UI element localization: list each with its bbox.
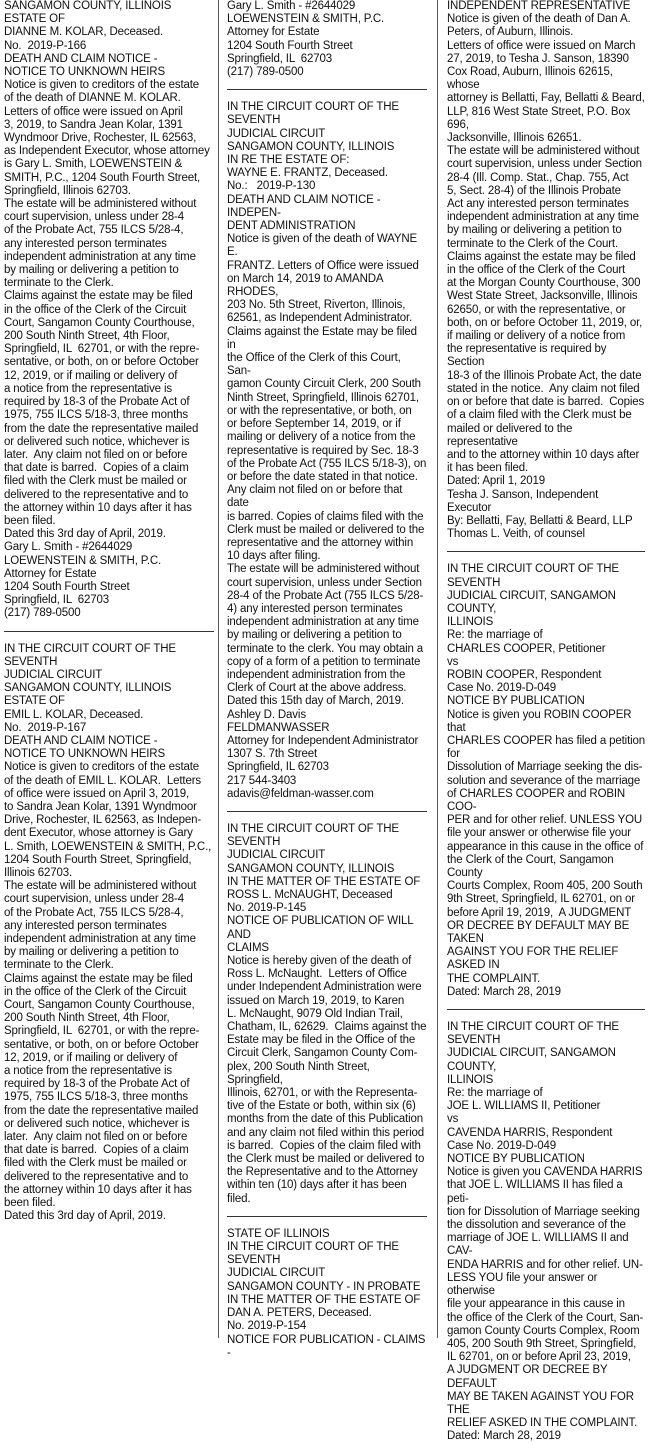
notice-line: Circuit Clerk, Sangamon County Com- (227, 1047, 418, 1060)
notice-line: RELIEF ASKED IN THE COMPLAINT. (447, 1417, 638, 1430)
notice-line: FRANTZ. Letters of Office were issued (227, 259, 419, 272)
notice-line: Dated this 3rd day of April, 2019. (4, 528, 166, 541)
notice-line: IN RE THE ESTATE OF: (227, 154, 350, 167)
notice-separator (447, 1009, 645, 1010)
notice-line: independent administration at any time (227, 616, 419, 629)
notice-line: Dissolution of Marriage seeking the dis- (447, 761, 643, 774)
notice-line: Ross L. McNaught. Letters of Office (227, 968, 407, 981)
notice-line: 1204 South Fourth Street, Springfield, (4, 853, 192, 866)
notice-line: Cox Road, Auburn, Illinois 62615, whose (447, 66, 616, 92)
notice-line: Ashley D. Davis (227, 708, 306, 721)
notice-line: terminate to the clerk. You may obtain a (227, 642, 424, 655)
notice-line: LOEWENSTEIN & SMITH, P.C. (4, 554, 162, 567)
notice-line: JUDICIAL CIRCUIT, SANGAMON COUNTY, (447, 589, 619, 615)
notice-line: by mailing or delivering a petition to (4, 264, 179, 277)
notice-line: to Sandra Jean Kolar, 1391 Wyndmoor (4, 800, 197, 813)
notice-line: IL 62701, on or before April 23, 2019, (447, 1351, 631, 1364)
notice-line: Attorney for Independent Administrator (227, 734, 419, 747)
notice-line: that date is barred. Copies of a claim (4, 462, 189, 475)
notice-line: NOTICE FOR PUBLICATION - CLAIMS - (227, 1333, 429, 1359)
notice-line: ESTATE OF (4, 13, 65, 26)
notice-line: 62561, as Independent Administrator. (227, 312, 413, 325)
notice-line: Notice is hereby given of the death of (227, 955, 412, 968)
legal-notice (447, 1021, 645, 1444)
column-1 (4, 0, 214, 1338)
notice-line: terminate to the Clerk. (4, 277, 114, 290)
notice-line: sentative, or both, on or before October (4, 1038, 199, 1051)
notice-line: tive of the Estate or both, within six (6) (227, 1100, 416, 1113)
notice-line: Jacksonville, Illinois 62651. (447, 132, 582, 145)
notice-line: a notice from the representative is (4, 382, 172, 395)
notice-line: 10 days after filing. (227, 550, 321, 563)
notice-line: AGAINST YOU FOR THE RELIEF ASKED IN (447, 946, 621, 972)
notice-line: ILLINOIS (447, 616, 494, 629)
notice-line: court supervision, unless under Section (227, 576, 422, 589)
notice-line: ESTATE OF (4, 695, 65, 708)
notice-line: issued on March 19, 2019, to Karen (227, 994, 405, 1007)
notice-line: WAYNE E. FRANTZ, Deceased. (227, 167, 388, 180)
notice-line: later. Any claim not filed on or before (4, 1131, 188, 1144)
notice-line: Notice is given you ROBIN COOPER that (447, 708, 635, 734)
notice-line: LESS YOU file your answer or otherwise (447, 1271, 601, 1298)
legal-notice (227, 0, 427, 79)
notice-line: ROBIN COOPER, Respondent (447, 668, 602, 681)
notice-line: JOE L. WILLIAMS II, Petitioner (447, 1100, 601, 1113)
notice-line: THE COMPLAINT. (447, 972, 541, 985)
notice-line: Gary L. Smith - #2644029 (227, 0, 356, 12)
notice-line: Gary L. Smith - #2644029 (4, 541, 133, 554)
notice-line: CLAIMS (227, 941, 269, 954)
legal-notice (4, 643, 214, 1224)
notice-line: Case No. 2019-D-049 (447, 682, 557, 695)
notice-line: DEATH AND CLAIM NOTICE - (4, 52, 158, 65)
notice-line: filed with the Clerk must be mailed or (4, 475, 187, 488)
notice-line: or before the date stated in that notice. (227, 470, 418, 483)
notice-line: in the office of the Clerk of the Circuit (4, 303, 187, 316)
notice-line: that JOE L. WILLIAMS II has filed a peti- (447, 1179, 626, 1205)
notice-line: FELDMANWASSER (227, 721, 330, 734)
notice-line: OR DECREE BY DEFAULT MAY BE TAKEN (447, 919, 632, 946)
notice-line: IN THE MATTER OF THE ESTATE OF (227, 875, 421, 888)
notice-line: SANGAMON COUNTY, ILLINOIS (227, 140, 395, 153)
notice-line: L. Smith, LOEWENSTEIN & SMITH, P.C., (4, 840, 212, 853)
notice-line: DAN A. PETERS, Deceased. (227, 1307, 372, 1320)
notice-line: JUDICIAL CIRCUIT (227, 127, 326, 140)
notice-line: Ninth Street, Springfield, Illinois 62701, (227, 391, 419, 404)
notice-line: copy of a form of a petition to terminate (227, 655, 421, 668)
notice-line: Courts Complex, Room 405, 200 South (447, 880, 643, 893)
notice-line: Re: the marriage of (447, 629, 543, 642)
notice-line: mailed or delivered to the representative (447, 422, 576, 448)
notice-line: 200 South Ninth Street, 4th Floor, (4, 330, 170, 343)
notice-line: of the death of EMIL L. KOLAR. Letters (4, 774, 202, 787)
notice-line: on or before that date is barred. Copies (447, 396, 645, 409)
notice-line: Springfield, Illinois 62703. (4, 184, 131, 197)
notice-line: SANGAMON COUNTY - IN PROBATE (227, 1280, 421, 1293)
notice-line: ILLINOIS (447, 1073, 494, 1086)
column-divider-2 (437, 0, 438, 1338)
notice-line: Case No. 2019-D-049 (447, 1139, 557, 1152)
notice-line: Estate may be filed in the Office of the (227, 1034, 416, 1047)
notice-line: dent Executor, whose attorney is Gary (4, 827, 193, 840)
notice-line: 203 No. 5th Street, Riverton, Illinois, (227, 299, 406, 312)
notice-line: STATE OF ILLINOIS (227, 1227, 330, 1240)
notice-line: JUDICIAL CIRCUIT (4, 668, 103, 681)
notice-line: in the office of the Clerk of the Court (447, 264, 626, 277)
notice-line: JUDICIAL CIRCUIT (227, 849, 326, 862)
notice-line: of office were issued on April 3, 2019, (4, 787, 190, 800)
notice-line: PER and for other relief. UNLESS YOU (447, 814, 643, 827)
notice-line: both, on or before October 11, 2019, or, (447, 316, 643, 329)
legal-notice (447, 563, 649, 999)
notice-line: Peters, of Auburn, Illinois. (447, 26, 574, 39)
notice-line: 1204 South Fourth Street (4, 580, 130, 593)
notice-line: representative and the attorney within (227, 536, 414, 549)
notice-line: Springfield, IL 62701, or with the repre- (4, 343, 200, 356)
notice-line: stated in the notice. Any claim not filed (447, 382, 640, 395)
notice-line: and to the attorney within 10 days after (447, 448, 640, 461)
notice-line: it has been filed. (447, 462, 529, 475)
notice-line: any interested person terminates (4, 919, 167, 932)
notice-line: CHARLES COOPER has filed a petition for (447, 734, 649, 761)
notice-separator (4, 631, 214, 632)
notice-line: 28-4 of the Probate Act (755 ILCS 5/28- (227, 589, 424, 602)
notice-line: from the date the representative mailed (4, 1104, 199, 1117)
notice-line: SANGAMON COUNTY, ILLINOIS (4, 0, 172, 12)
legal-notice (447, 0, 645, 541)
notice-line: Letters of office were issued on April (4, 105, 183, 118)
notice-line: (217) 789-0500 (4, 607, 81, 620)
notice-line: DENT ADMINISTRATION (227, 220, 356, 233)
notice-line: IN THE CIRCUIT COURT OF THE SEVENTH (447, 1021, 622, 1047)
notice-line: filed with the Clerk must be mailed or (4, 1157, 187, 1170)
notice-line: IN THE MATTER OF THE ESTATE OF (227, 1293, 421, 1306)
notice-line: 1204 South Fourth Street (227, 39, 353, 52)
notice-line: under Independent Administration were (227, 981, 422, 994)
notice-line: ROSS L. McNAUGHT, Deceased (227, 889, 393, 901)
notice-line: the attorney within 10 days after it has (4, 1183, 192, 1196)
notice-line: Attorney for Estate (227, 26, 320, 39)
notice-line: later. Any claim not filed on or before (4, 448, 188, 461)
notice-line: No. 2019-P-154 (227, 1320, 307, 1333)
notice-line: is barred. Copies of claims filed with the (227, 510, 424, 523)
notice-line: (217) 789-0500 (227, 66, 304, 79)
notice-line: solution and severance of the marriage (447, 774, 641, 787)
notice-line: terminate to the Clerk of the Court. (447, 237, 619, 250)
notice-line: IN THE CIRCUIT COURT OF THE SEVENTH (4, 642, 179, 668)
notice-line: 12, 2019, or if mailing or delivery of (4, 1051, 178, 1064)
notice-line: is Gary L. Smith, LOEWENSTEIN & (4, 158, 183, 171)
notice-line: Claims against the Estate may be filed in (227, 325, 420, 351)
notice-line: attorney is Bellatti, Fay, Bellatti & Beard, (447, 92, 645, 105)
notice-line: independent administration from the (227, 668, 406, 681)
notice-line: required by 18-3 of the Probate Act of (4, 1078, 190, 1091)
notice-line: the Clerk must be mailed or delivered to (227, 1153, 425, 1166)
notice-line: Dated this 3rd day of April, 2019. (4, 1210, 166, 1223)
notice-line: 1307 S. 7th Street (227, 748, 318, 761)
notice-line: INDEPENDENT REPRESENTATIVE (447, 0, 631, 12)
notice-line: 1975, 755 ILCS 5/18-3, three months (4, 1091, 188, 1104)
legal-notice (4, 0, 214, 621)
notice-line: IN THE CIRCUIT COURT OF THE SEVENTH (227, 1241, 402, 1267)
notice-line: JUDICIAL CIRCUIT (227, 1267, 326, 1280)
notice-line: 405, 200 South 9th Street, Springfield, (447, 1337, 637, 1350)
notice-line: tion for Dissolution of Marriage seeking (447, 1205, 640, 1218)
notice-line: No. 2019-P-167 (4, 721, 87, 734)
notice-line: The estate will be administered without (4, 880, 197, 893)
notice-line: 28-4 (Ill. Comp. Stat., Chap. 755, Act (447, 171, 629, 184)
notice-line: by mailing or delivering a petition to (4, 946, 179, 959)
notice-line: By: Bellatti, Fay, Bellatti & Beard, LLP (447, 514, 633, 527)
notice-line: Re: the marriage of (447, 1087, 543, 1100)
notice-line: gamon County Circuit Clerk, 200 South (227, 378, 421, 391)
notice-line: Thomas L. Veith, of counsel (447, 528, 585, 541)
notice-line: Notice is given of the death of WAYNE E. (227, 233, 421, 259)
notice-line: CHARLES COOPER, Petitioner (447, 642, 606, 655)
notice-line: court supervision, unless under 28-4 (4, 211, 184, 224)
column-divider-1 (218, 0, 219, 1338)
notice-line: Notice is given you CAVENDA HARRIS (447, 1166, 643, 1179)
notice-line: Dated: April 1, 2019 (447, 475, 546, 488)
notice-line: Illinois, 62701, or with the Representa- (227, 1087, 418, 1100)
notice-line: by mailing or delivering a petition to (227, 629, 402, 642)
notice-line: vs (447, 1113, 459, 1126)
notice-line: been filed. (4, 514, 56, 527)
notice-line: 4) any interested person terminates (227, 602, 403, 615)
notice-line: independent administration at any time (4, 250, 196, 263)
notice-line: vs (447, 655, 459, 668)
notice-line: IN THE CIRCUIT COURT OF THE SEVENTH (227, 822, 402, 849)
notice-line: if mailing or delivery of a notice from (447, 330, 626, 343)
notice-line: Notice is given to creditors of the estate (4, 79, 200, 92)
notice-line: court supervision, unless under 28-4 (4, 893, 184, 906)
notice-line: DEATH AND CLAIM NOTICE - INDEPEN- (227, 193, 384, 219)
notice-line: mailing or delivery of a notice from the (227, 431, 416, 444)
notice-line: marriage of JOE L. WILLIAMS II and CAV- (447, 1232, 632, 1258)
notice-line: NOTICE TO UNKNOWN HEIRS (4, 66, 165, 79)
notice-line: the office of the Clerk of the Court, San- (447, 1311, 644, 1324)
notice-line: of the Probate Act (755 ILCS 5/18-3), on (227, 457, 427, 470)
notice-line: The estate will be administered without (447, 145, 640, 158)
notice-line: sentative, or both, on or before October (4, 356, 199, 369)
notice-line: NOTICE BY PUBLICATION (447, 695, 585, 708)
legal-notice (227, 1228, 427, 1360)
notice-line: SMITH, P.C., 1204 South Fourth Street, (4, 171, 201, 184)
notice-line: adavis@feldman-wasser.com (227, 787, 374, 800)
notice-line: that date is barred. Copies of a claim (4, 1144, 189, 1157)
notice-line: No. 2019-P-166 (4, 39, 87, 52)
notice-line: 27, 2019, to Tesha J. Sanson, 18390 (447, 52, 629, 65)
notice-line: Dated this 15th day of March, 2019. (227, 695, 404, 708)
notice-line: Clerk of Court at the above address. (227, 682, 407, 695)
notice-line: months from the date of this Publication (227, 1113, 423, 1126)
notice-line: Claims against the estate may be filed (4, 290, 193, 303)
notice-line: IN THE CIRCUIT COURT OF THE SEVENTH (227, 101, 402, 127)
notice-line: The estate will be administered without (227, 563, 420, 576)
notice-line: Notice is given of the death of Dan A. (447, 13, 631, 26)
notice-line: delivered to the representative and to (4, 488, 189, 501)
notice-line: Any claim not filed on or before that date (227, 484, 406, 510)
notice-line: NOTICE TO UNKNOWN HEIRS (4, 748, 165, 761)
notice-line: Court, Sangamon County Courthouse, (4, 316, 195, 329)
notice-line: LOEWENSTEIN & SMITH, P.C. (227, 13, 385, 26)
notice-line: DEATH AND CLAIM NOTICE - (4, 734, 158, 747)
notice-line: CAVENDA HARRIS, Respondent (447, 1126, 613, 1139)
legal-notice (227, 823, 427, 1206)
notice-line: of the Probate Act, 755 ILCS 5/28-4, (4, 906, 184, 919)
notice-line: Notice is given to creditors of the estate (4, 761, 200, 774)
notice-line: in the office of the Clerk of the Circuit (4, 985, 187, 998)
notice-line: IN THE CIRCUIT COURT OF THE SEVENTH (447, 563, 622, 589)
notice-line: the attorney within 10 days after it has (4, 501, 192, 514)
notice-line: appearance in this cause in the office of (447, 840, 644, 853)
notice-line: been filed. (4, 1197, 56, 1210)
notice-line: terminate to the Clerk. (4, 959, 114, 972)
notice-line: 18-3 of the Illinois Probate Act, the date (447, 369, 642, 382)
notice-line: A JUDGMENT OR DECREE BY DEFAULT (447, 1364, 611, 1390)
notice-line: Claims against the estate may be filed (447, 250, 636, 263)
notice-line: MAY BE TAKEN AGAINST YOU FOR THE (447, 1390, 637, 1416)
notice-line: the Office of the Clerk of this Court, San- (227, 352, 404, 378)
notice-line: The estate will be administered without (4, 198, 197, 211)
notice-line: Tesha J. Sanson, Independent Executor (447, 488, 602, 514)
notice-line: SANGAMON COUNTY, ILLINOIS (227, 862, 395, 875)
notice-line: any interested person terminates (4, 237, 167, 250)
notice-line: Illinois 62703. (4, 867, 73, 879)
notice-line: court supervision, unless under Section (447, 158, 642, 171)
notice-line: Drive, Rochester, IL 62563, as Indepen- (4, 814, 202, 827)
notice-line: or delivered such notice, whichever is (4, 1117, 190, 1130)
notice-line: 217 544-3403 (227, 774, 297, 787)
notice-line: plex, 200 South Ninth Street, Springfield, (227, 1060, 373, 1086)
notice-line: Dated: March 28, 2019 (447, 1430, 561, 1443)
notice-line: a notice from the representative is (4, 1065, 172, 1078)
notice-separator (447, 551, 645, 552)
notice-line: as Independent Executor, whose attorney (4, 145, 210, 158)
notice-line: by mailing or delivering a petition to (447, 224, 622, 237)
notice-line: Dated: March 28, 2019 (447, 985, 561, 998)
notice-line: West State Street, Jacksonville, Illinois (447, 290, 638, 303)
notice-line: Chatham, IL, 62629. Claims against the (227, 1021, 427, 1034)
notice-line: NOTICE BY PUBLICATION (447, 1153, 585, 1166)
notice-line: JUDICIAL CIRCUIT, SANGAMON COUNTY, (447, 1047, 619, 1073)
notice-line: within ten (10) days after it has been (227, 1179, 407, 1192)
notice-line: required by 18-3 of the Probate Act of (4, 396, 190, 409)
notice-line: Court, Sangamon County Courthouse, (4, 999, 195, 1012)
notice-line: independent administration at any time (4, 933, 196, 946)
notice-line: filed. (227, 1192, 251, 1205)
notice-line: 3, 2019, to Sandra Jean Kolar, 1391 (4, 118, 183, 131)
notice-line: DIANNE M. KOLAR, Deceased. (4, 26, 164, 39)
notice-line: No.: 2019-P-130 (227, 180, 316, 193)
notice-line: Wyndmoor Drive, Rochester, IL 62563, (4, 132, 197, 145)
notice-line: of the death of DIANNE M. KOLAR. (4, 92, 181, 105)
notice-line: SANGAMON COUNTY, ILLINOIS (4, 682, 172, 695)
notice-line: at the Morgan County Courthouse, 300 (447, 277, 641, 290)
notice-line: Springfield, IL 62703 (227, 761, 329, 774)
notice-line: EMIL L. KOLAR, Deceased. (4, 708, 144, 721)
notice-line: or with the representative, or both, on (227, 404, 412, 417)
notice-line: Act any interested person terminates (447, 198, 629, 211)
notice-line: and any claim not filed within this period (227, 1126, 424, 1139)
notice-line: independent administration at any time (447, 211, 639, 224)
notice-line: of CHARLES COOPER and ROBIN COO- (447, 787, 629, 813)
notice-line: the Clerk of the Court, Sangamon County (447, 853, 617, 879)
notice-line: NOTICE OF PUBLICATION OF WILL AND (227, 915, 416, 941)
notice-line: file your answer or otherwise file your (447, 827, 631, 840)
notice-line: or before September 14, 2019, or if (227, 418, 401, 431)
notice-line: Attorney for Estate (4, 567, 97, 580)
notice-line: No. 2019-P-145 (227, 902, 307, 915)
notice-line: Springfield, IL 62701, or with the repre- (4, 1025, 200, 1038)
notice-line: 200 South Ninth Street, 4th Floor, (4, 1012, 170, 1025)
notice-line: 9th Street, Springfield, IL 62701, on or (447, 893, 635, 906)
notice-line: on March 14, 2019 to AMANDA RHODES, (227, 272, 386, 299)
notice-line: of the Probate Act, 755 ILCS 5/28-4, (4, 224, 184, 237)
notice-line: ENDA HARRIS and for other relief. UN- (447, 1258, 643, 1271)
notice-line: file your appearance in this cause in (447, 1298, 625, 1311)
notice-line: 1975, 755 ILCS 5/18-3, three months (4, 409, 188, 422)
notice-line: gamon County Courts Complex, Room (447, 1324, 640, 1337)
notice-line: representative is required by Sec. 18-3 (227, 444, 419, 457)
notice-line: L. McNaught, 9079 Old Indian Trail, (227, 1007, 403, 1020)
notice-line: Springfield, IL 62703 (227, 52, 332, 65)
notice-line: is barred. Copies of the claim filed with (227, 1139, 421, 1152)
notice-line: the dissolution and severance of the (447, 1219, 626, 1232)
notice-line: Clerk must be mailed or delivered to the (227, 523, 425, 536)
notice-separator (227, 1216, 427, 1217)
column-2 (227, 0, 429, 1359)
notice-line: the representative is required by Section (447, 343, 610, 369)
legal-notice (227, 101, 427, 801)
notice-separator (227, 811, 427, 812)
notice-line: Letters of office were issued on March (447, 39, 636, 52)
column-3 (447, 0, 649, 1443)
notice-line: 12, 2019, or if mailing or delivery of (4, 369, 178, 382)
notice-line: or delivered such notice, whichever is (4, 435, 190, 448)
notice-line: Springfield, IL 62703 (4, 594, 109, 607)
notice-line: delivered to the representative and to (4, 1170, 189, 1183)
notice-line: Claims against the estate may be filed (4, 972, 193, 985)
notice-line: the Representative and to the Attorney (227, 1166, 418, 1179)
notice-line: from the date the representative mailed (4, 422, 199, 435)
notice-line: of a claim filed with the Clerk must be (447, 409, 632, 422)
notice-separator (227, 89, 427, 90)
notice-line: before April 19, 2019, A JUDGMENT (447, 906, 632, 919)
notice-line: 5, Sect. 28-4) of the Illinois Probate (447, 184, 621, 197)
notice-line: LLP, 816 West State Street, P.O. Box 696, (447, 105, 634, 131)
notice-line: 62650, or with the representative, or (447, 303, 626, 316)
